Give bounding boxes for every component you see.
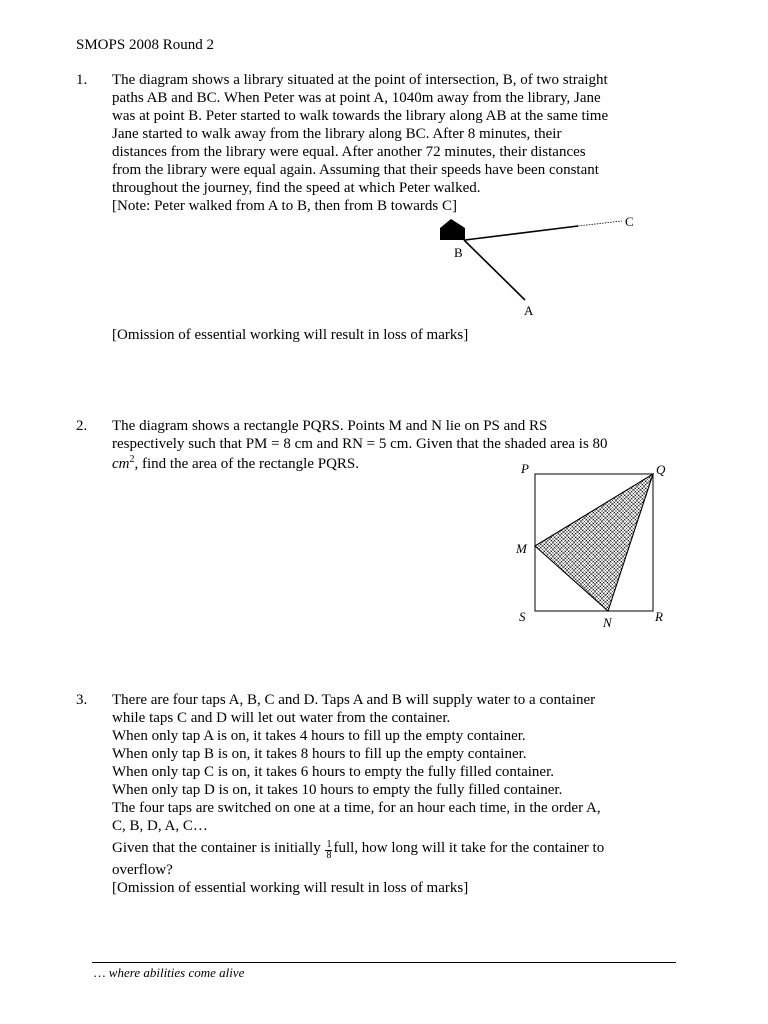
q1-line-8: [Note: Peter walked from A to B, then from B towards C] [112,198,457,214]
shaded-triangle-mnq [535,474,653,611]
q1-line-1: The diagram shows a library situated at the point of intersection, B, of two straight [112,72,608,88]
q3-line-9: Given that the container is initially $\frac{1}{8}$ full, how long will it take for the container to [112,839,605,861]
point-n-label: N [603,615,612,630]
vertex-p-label: P [521,461,529,476]
point-c-label: C [625,214,634,229]
q3-line-4: When only tap B is on, it takes 8 hours to fill up the empty container. [112,746,527,762]
question-2-number: 2. [76,418,88,434]
q1-line-6: from the library were equal again. Assuming that their speeds have been constant [112,162,599,178]
point-a-label: A [524,303,534,318]
unit-cm-squared: $cm^2$ [112,454,135,472]
question-1-number: 1. [76,72,88,88]
q1-line-4: Jane started to walk away from the library along BC. After 8 minutes, their [112,126,562,142]
q2-line-3: $cm^2$, find the area of the rectangle PQRS. [112,454,360,472]
point-b-label: B [454,245,463,260]
footer-tagline: … where abilities come alive [94,965,245,980]
q3-line-1: There are four taps A, B, C and D. Taps A and B will supply water to a container [112,692,596,708]
vertex-r-label: R [655,609,663,624]
q3-line-8: C, B, D, A, C… [112,818,208,834]
q3-line-2: while taps C and D will let out water from the container. [112,710,451,726]
q1-line-2: paths AB and BC. When Peter was at point A, 1040m away from the library, Jane [112,90,601,106]
q2-line-2: respectively such that PM = 8 cm and RN = 5 cm. Given that the shaded area is 80 [112,436,608,452]
q1-line-3: was at point B. Peter started to walk towards the library along AB at the same time [112,108,609,124]
q3-line-5: When only tap C is on, it takes 6 hours to empty the fully filled container. [112,764,555,780]
footer-divider [92,962,676,963]
q3-line-3: When only tap A is on, it takes 4 hours to fill up the empty container. [112,728,526,744]
vertex-s-label: S [519,609,526,624]
q1-line-7: throughout the journey, find the speed at which Peter walked. [112,180,481,196]
q2-line-1: The diagram shows a rectangle PQRS. Points M and N lie on PS and RS [112,418,548,434]
q3-line-6: When only tap D is on, it takes 10 hours to empty the fully filled container. [112,782,563,798]
question-3-number: 3. [76,692,88,708]
page-header: SMOPS 2008 Round 2 [76,37,214,53]
q3-line-7: The four taps are switched on one at a time, for an hour each time, in the order A, [112,800,601,816]
q1-omission-note: [Omission of essential working will result in loss of marks] [112,327,469,343]
q3-line-10: overflow? [112,862,173,878]
point-m-label: M [516,541,527,556]
fraction-one-eighth: $\frac{1}{8}$ [326,839,332,861]
q1-line-5: distances from the library were equal. After another 72 minutes, their distances [112,144,586,160]
vertex-q-label: Q [656,462,666,477]
q3-omission-note: [Omission of essential working will result in loss of marks] [112,880,469,896]
